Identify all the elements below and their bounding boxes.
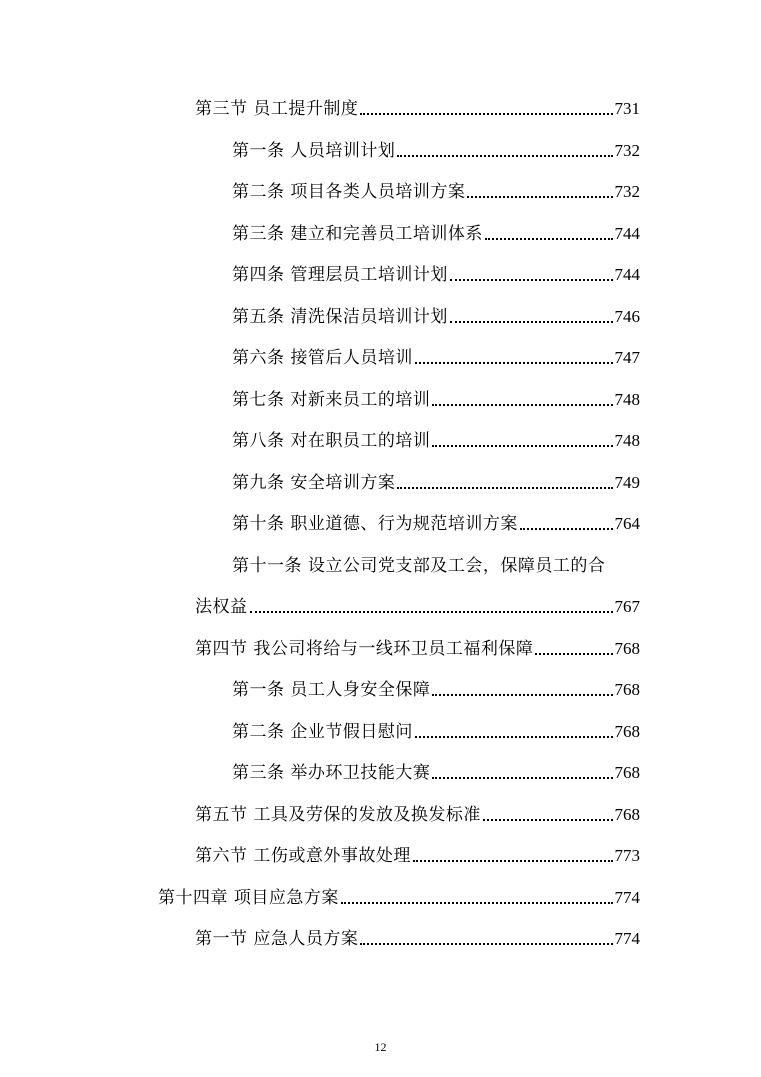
- toc-entry[interactable]: [232, 760, 640, 786]
- toc-entry-title: 第七条 对新来员工的培训: [232, 390, 431, 410]
- toc-entry-page: 747: [614, 348, 640, 367]
- toc-entry-title: 第三节 员工提升制度: [195, 99, 359, 119]
- toc-entry-title: 第十四章 项目应急方案: [158, 888, 339, 908]
- toc-entry-title: 第五条 清洗保洁员培训计划: [232, 307, 448, 327]
- toc-entry[interactable]: [232, 345, 640, 371]
- toc-entry-title: 第六条 接管后人员培训: [232, 348, 413, 368]
- toc-entry-page: 749: [614, 473, 640, 492]
- toc-entry-title: 第八条 对在职员工的培训: [232, 431, 431, 451]
- toc-entry-wrapped-title[interactable]: 第十一条 设立公司党支部及工会，保障员工的合: [232, 556, 606, 576]
- toc-entry-title: 第六节 工伤或意外事故处理: [195, 846, 411, 866]
- toc-entry-page: 748: [614, 431, 640, 450]
- toc-entry[interactable]: [158, 885, 640, 911]
- toc-entry-title-continuation: 法权益: [195, 597, 248, 617]
- toc-dot-leader: [432, 404, 612, 406]
- toc-entry-title: 第十条 职业道德、行为规范培训方案: [232, 514, 518, 534]
- toc-dot-leader: [483, 819, 613, 821]
- toc-entry[interactable]: [232, 262, 640, 288]
- toc-dot-leader: [360, 943, 612, 945]
- toc-dot-leader: [415, 736, 613, 738]
- toc-entry-page: 764: [614, 514, 640, 533]
- toc-entry-page: 746: [614, 307, 640, 326]
- toc-dot-leader: [432, 777, 612, 779]
- toc-dot-leader: [360, 113, 612, 115]
- toc-dot-leader: [432, 694, 612, 696]
- toc-entry-page: 773: [614, 846, 640, 865]
- toc-dot-leader: [520, 528, 613, 530]
- toc-dot-leader: [485, 238, 613, 240]
- toc-entry-page: 744: [614, 265, 640, 284]
- toc-entry-page: 748: [614, 390, 640, 409]
- toc-entry[interactable]: [232, 221, 640, 247]
- toc-entry-page: 767: [614, 597, 640, 616]
- toc-entry[interactable]: [195, 96, 640, 122]
- toc-entry-page: 768: [614, 639, 640, 658]
- toc-entry-title: 第三条 建立和完善员工培训体系: [232, 224, 483, 244]
- toc-entry[interactable]: [232, 719, 640, 745]
- page-number: 12: [374, 1040, 387, 1054]
- toc-entry-title: 第二条 企业节假日慰问: [232, 722, 413, 742]
- toc-dot-leader: [250, 611, 613, 613]
- toc-entry-page: 744: [614, 224, 640, 243]
- toc-entry-title: 第二条 项目各类人员培训方案: [232, 182, 466, 202]
- toc-entry[interactable]: [195, 926, 640, 952]
- toc-entry-page: 731: [614, 99, 640, 118]
- toc-entry-title: 第五节 工具及劳保的发放及换发标准: [195, 805, 481, 825]
- toc-dot-leader: [450, 321, 613, 323]
- toc-entry-title: 第四节 我公司将给与一线环卫员工福利保障: [195, 639, 534, 659]
- toc-entry[interactable]: [195, 636, 640, 662]
- toc-entry-page: 774: [614, 929, 640, 948]
- toc-entry-title: 第九条 安全培训方案: [232, 473, 396, 493]
- toc-dot-leader: [413, 860, 613, 862]
- toc-dot-leader: [467, 196, 612, 198]
- toc-entry-page: 732: [614, 182, 640, 201]
- toc-entry[interactable]: [195, 594, 640, 620]
- toc-entry-page: 768: [614, 805, 640, 824]
- toc-dot-leader: [432, 445, 612, 447]
- toc-entry[interactable]: [232, 179, 640, 205]
- toc-dot-leader: [397, 487, 612, 489]
- toc-entry-title: 第一条 员工人身安全保障: [232, 680, 431, 700]
- toc-dot-leader: [397, 155, 612, 157]
- toc-entry[interactable]: [232, 677, 640, 703]
- toc-dot-leader: [341, 902, 613, 904]
- toc-entry-title: 第一条 人员培训计划: [232, 141, 396, 161]
- toc-entry-page: 768: [614, 722, 640, 741]
- toc-entry[interactable]: [195, 843, 640, 869]
- toc-entry-title: 第一节 应急人员方案: [195, 929, 359, 949]
- toc-entry-page: 768: [614, 763, 640, 782]
- toc-entry[interactable]: [232, 470, 640, 496]
- toc-entry-page: 768: [614, 680, 640, 699]
- toc-entry[interactable]: [195, 802, 640, 828]
- toc-entry-title: 第四条 管理层员工培训计划: [232, 265, 448, 285]
- toc-entry-title: 第三条 举办环卫技能大赛: [232, 763, 431, 783]
- toc-entry[interactable]: [232, 511, 640, 537]
- toc-entry[interactable]: [232, 387, 640, 413]
- toc-dot-leader: [415, 362, 613, 364]
- toc-entry-page: 774: [614, 888, 640, 907]
- toc-dot-leader: [535, 653, 612, 655]
- toc-dot-leader: [450, 279, 613, 281]
- toc-entry[interactable]: [232, 428, 640, 454]
- toc-entry[interactable]: [232, 138, 640, 164]
- toc-entry-page: 732: [614, 141, 640, 160]
- toc-entry[interactable]: [232, 304, 640, 330]
